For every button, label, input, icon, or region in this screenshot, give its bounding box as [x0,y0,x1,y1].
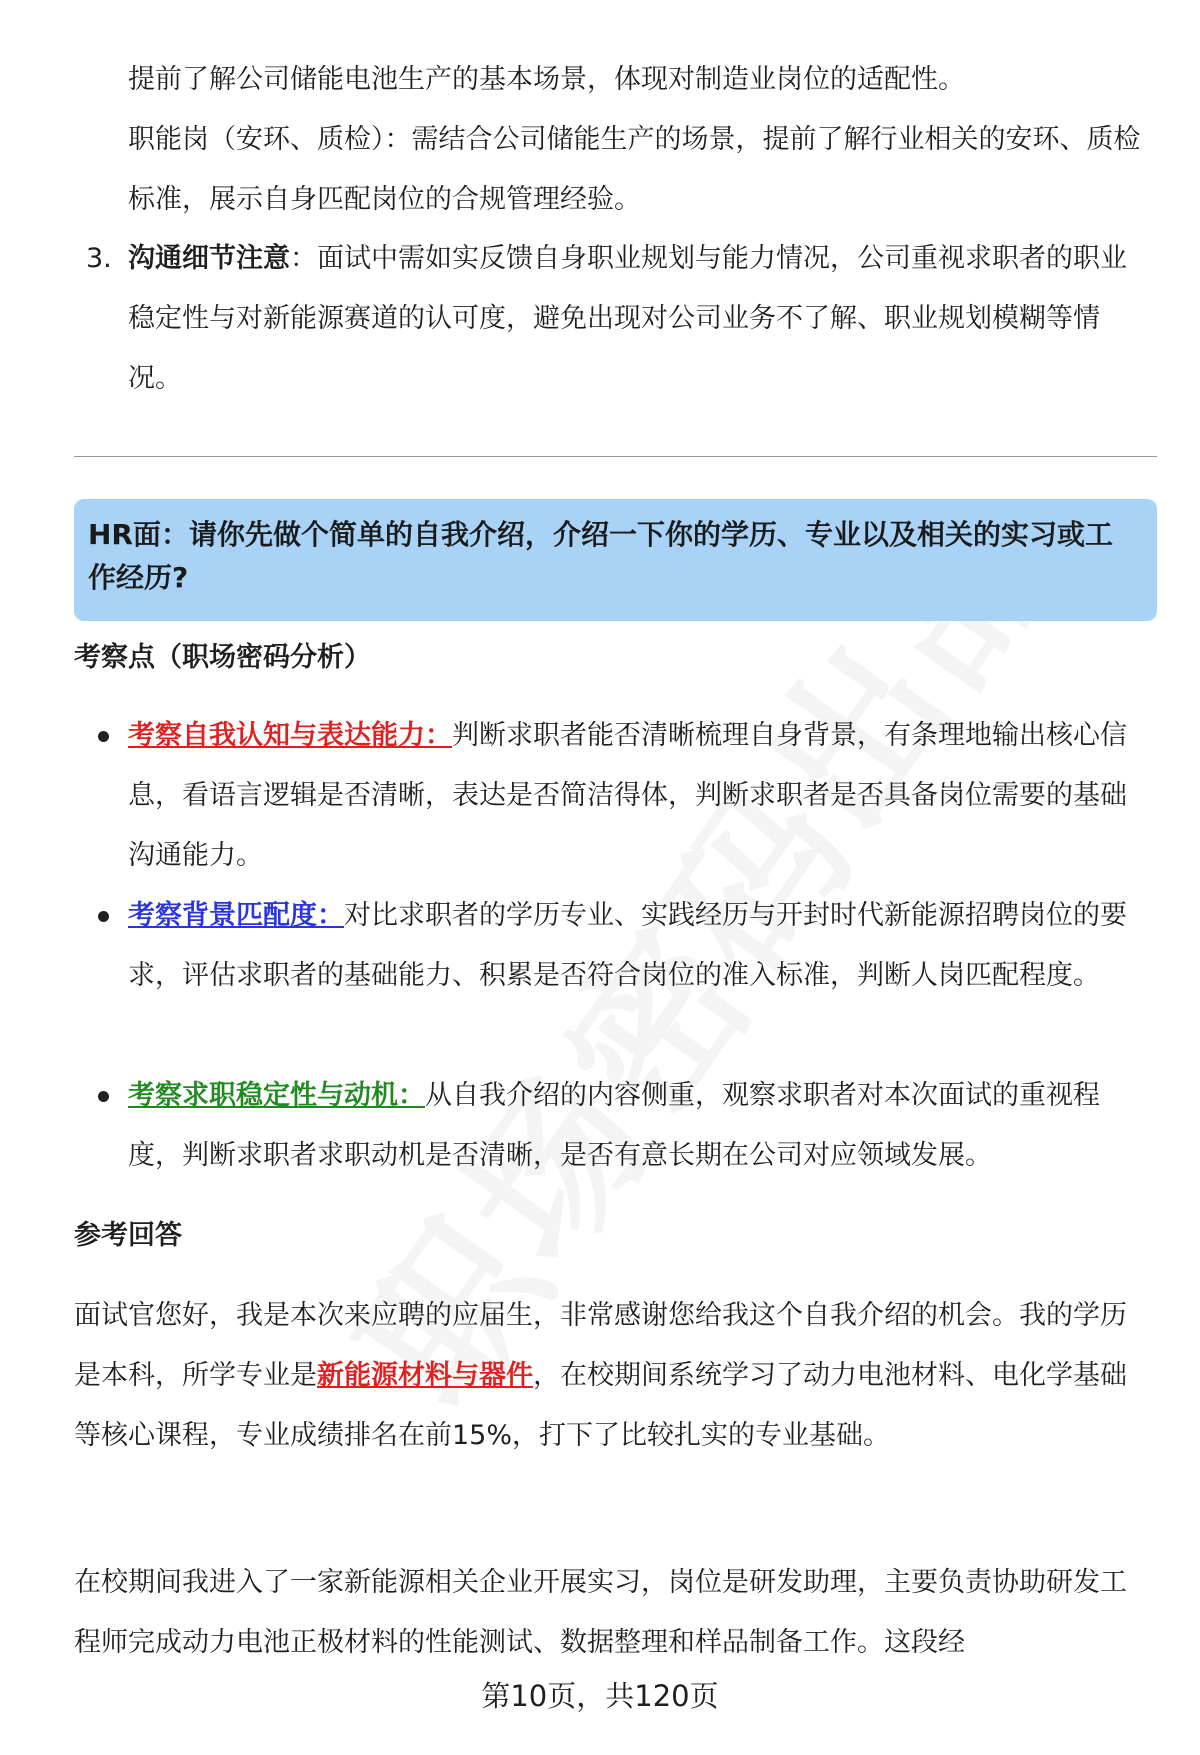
paragraph-functional-roles: 职能岗（安环、质检）：需结合公司储能生产的场景，提前了解行业相关的安环、质检标准，展示自身匹配岗位的合规管理经验。 [128,124,1141,215]
page-number: 第10页，共120页 [481,1679,719,1713]
analysis-title: 考察点（职场密码分析） [74,642,371,673]
answer-text: ，在校期间系统学习了动力电池材料、电化学基础等核心课程，专业成绩排名在前15%，打下了比较扎实的专业基础。 [74,1360,1127,1451]
analysis-item [128,886,1148,1006]
divider [74,456,1157,457]
bullet-icon [98,1091,109,1102]
list-item-label: 沟通细节注意 [128,243,290,274]
analysis-item [128,1066,1148,1186]
bullet-icon [98,731,109,742]
question-text: HR面：请你先做个简单的自我介绍，介绍一下你的学历、专业以及相关的实习或工作经历? [88,518,1113,594]
answer-paragraph [74,1286,1149,1466]
analysis-item-label: 考察求职稳定性与动机： [128,1080,425,1111]
major-highlight: 新能源材料与器件 [317,1360,533,1391]
analysis-item-label: 考察背景匹配度： [128,900,344,931]
answer-text: 面试官您好，我是本次来应聘的应届生，非常感谢您给我这个自我介绍的机会。我的学历是本科，所学专业是 [74,1300,1127,1391]
bullet-icon [98,911,109,922]
list-number: 3. [86,243,112,274]
list-item-text: ：面试中需如实反馈自身职业规划与能力情况，公司重视求职者的职业稳定性与对新能源赛道的认可度，避免出现对公司业务不了解、职业规划模糊等情况。 [128,243,1127,394]
answer-paragraph: 在校期间我进入了一家新能源相关企业开展实习，岗位是研发助理，主要负责协助研发工程师完成动力电池正极材料的性能测试、数据整理和样品制备工作。这段经 [74,1567,1127,1658]
analysis-item-text: 对比求职者的学历专业、实践经历与开封时代新能源招聘岗位的要求，评估求职者的基础能力、积累是否符合岗位的准入标准，判断人岗匹配程度。 [128,900,1127,991]
analysis-item-text: 从自我介绍的内容侧重，观察求职者对本次面试的重视程度，判断求职者求职动机是否清晰，是否有意长期在公司对应领域发展。 [128,1080,1100,1171]
analysis-item [128,706,1148,886]
answer-title: 参考回答 [74,1220,182,1251]
analysis-item-label: 考察自我认知与表达能力： [128,720,452,751]
paragraph-continued: 提前了解公司储能电池生产的基本场景，体现对制造业岗位的适配性。 [128,64,965,95]
analysis-item-text: 判断求职者能否清晰梳理自身背景，有条理地输出核心信息，看语言逻辑是否清晰，表达是否简洁得体，判断求职者是否具备岗位需要的基础沟通能力。 [128,720,1127,871]
list-item-communication [128,229,1148,409]
